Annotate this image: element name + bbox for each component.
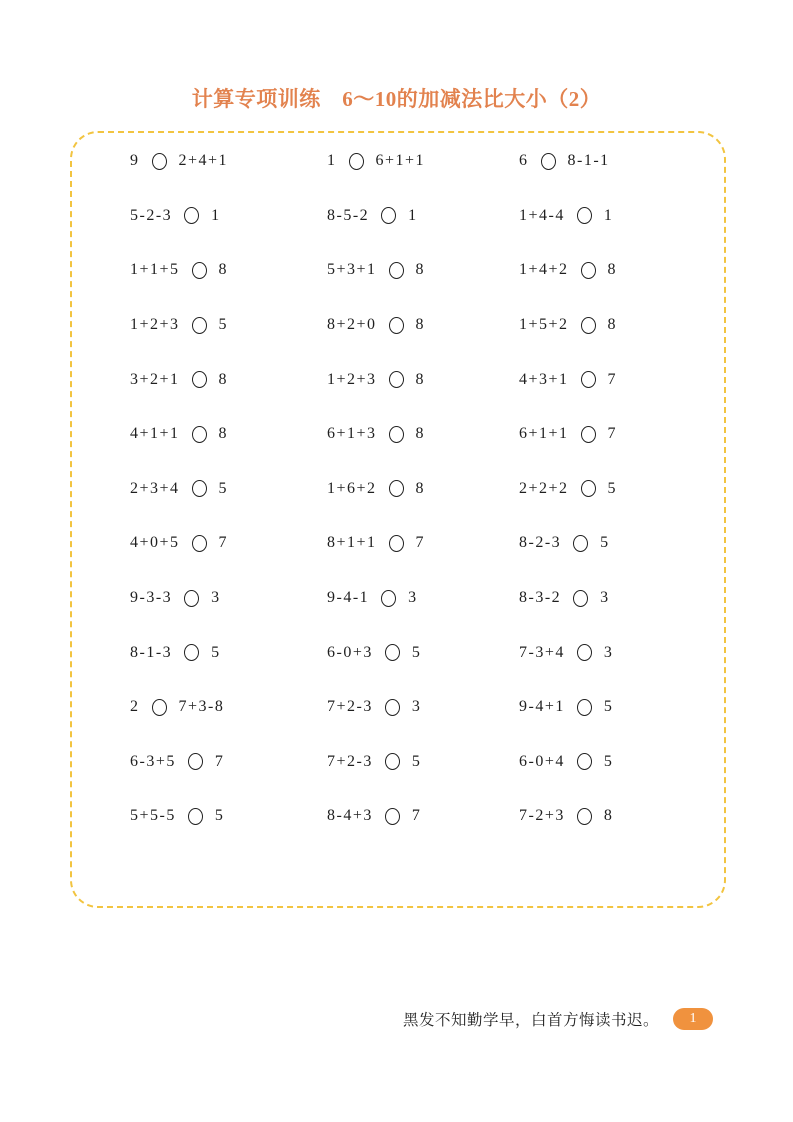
left-expression: 6-0+3 (327, 643, 373, 661)
right-expression: 7 (218, 534, 229, 552)
worksheet-box (70, 131, 726, 908)
left-expression: 6-3+5 (130, 752, 176, 770)
exercise-cell (519, 261, 617, 279)
exercise-cell (519, 425, 617, 443)
exercise-cell (519, 644, 613, 662)
comparison-circle[interactable] (192, 317, 207, 334)
exercise-row (72, 516, 724, 571)
right-expression: 8 (603, 807, 614, 825)
comparison-circle[interactable] (385, 644, 400, 661)
left-expression: 1 (327, 152, 337, 170)
exercise-cell (327, 371, 519, 389)
left-expression: 8-1-3 (130, 643, 173, 661)
right-expression: 7 (214, 752, 225, 770)
exercise-cell (130, 425, 327, 443)
left-expression: 5+3+1 (327, 261, 377, 279)
left-expression: 8-5-2 (327, 206, 370, 224)
exercise-cell (519, 316, 617, 334)
left-expression: 3+2+1 (130, 370, 180, 388)
comparison-circle[interactable] (541, 153, 556, 170)
left-expression: 6+1+3 (327, 425, 377, 443)
right-expression: 5 (214, 807, 225, 825)
comparison-circle[interactable] (581, 480, 596, 497)
right-expression: 7 (607, 370, 618, 388)
right-expression: 5 (600, 534, 610, 552)
exercise-cell (327, 589, 519, 607)
left-expression: 8-3-2 (519, 589, 562, 607)
comparison-circle[interactable] (192, 535, 207, 552)
comparison-circle[interactable] (188, 808, 203, 825)
comparison-circle[interactable] (381, 590, 396, 607)
right-expression: 7 (415, 534, 426, 552)
left-expression: 1+6+2 (327, 479, 377, 497)
right-expression: 5 (411, 752, 422, 770)
left-expression: 9-3-3 (130, 589, 173, 607)
comparison-circle[interactable] (389, 371, 404, 388)
right-expression: 1 (408, 206, 418, 224)
exercise-row (72, 571, 724, 626)
page-number-badge: 1 (673, 1008, 713, 1030)
exercise-cell (130, 698, 327, 716)
right-expression: 5 (603, 698, 614, 716)
left-expression: 9-4+1 (519, 698, 565, 716)
comparison-circle[interactable] (192, 262, 207, 279)
exercise-cell (327, 698, 519, 716)
comparison-circle[interactable] (389, 426, 404, 443)
right-expression: 3 (408, 589, 418, 607)
comparison-circle[interactable] (184, 207, 199, 224)
left-expression: 9 (130, 152, 140, 170)
exercise-cell (130, 316, 327, 334)
comparison-circle[interactable] (573, 590, 588, 607)
right-expression: 8-1-1 (567, 152, 610, 170)
exercise-cell (130, 207, 327, 225)
comparison-circle[interactable] (577, 644, 592, 661)
left-expression: 2 (130, 698, 140, 716)
exercise-row (72, 407, 724, 462)
exercise-cell (130, 534, 327, 552)
left-expression: 8-2-3 (519, 534, 562, 552)
right-expression: 1 (603, 206, 614, 224)
comparison-circle[interactable] (349, 153, 364, 170)
exercise-cell (327, 480, 519, 498)
right-expression: 2+4+1 (178, 152, 229, 170)
left-expression: 1+4+2 (519, 261, 569, 279)
exercise-grid (72, 134, 724, 844)
exercise-row (72, 680, 724, 735)
left-expression: 4+1+1 (130, 425, 180, 443)
left-expression: 6 (519, 152, 529, 170)
left-expression: 1+4-4 (519, 206, 565, 224)
right-expression: 3 (411, 698, 422, 716)
exercise-cell (130, 807, 327, 825)
exercise-cell (327, 644, 519, 662)
exercise-row (72, 189, 724, 244)
right-expression: 8 (218, 370, 229, 388)
exercise-cell (519, 807, 613, 825)
right-expression: 3 (211, 589, 221, 607)
left-expression: 6-0+4 (519, 752, 565, 770)
right-expression: 8 (218, 425, 229, 443)
right-expression: 3 (600, 589, 610, 607)
exercise-cell (327, 207, 519, 225)
exercise-cell (327, 425, 519, 443)
exercise-cell (519, 753, 613, 771)
comparison-circle[interactable] (381, 207, 396, 224)
comparison-circle[interactable] (385, 808, 400, 825)
comparison-circle[interactable] (573, 535, 588, 552)
comparison-circle[interactable] (152, 153, 167, 170)
comparison-circle[interactable] (581, 426, 596, 443)
exercise-cell (130, 261, 327, 279)
comparison-circle[interactable] (389, 480, 404, 497)
comparison-circle[interactable] (577, 699, 592, 716)
right-expression: 8 (415, 479, 426, 497)
comparison-circle[interactable] (577, 207, 592, 224)
comparison-circle[interactable] (577, 753, 592, 770)
right-expression: 8 (218, 261, 229, 279)
left-expression: 9-4-1 (327, 589, 370, 607)
right-expression: 5 (211, 643, 221, 661)
left-expression: 8+1+1 (327, 534, 377, 552)
comparison-circle[interactable] (389, 262, 404, 279)
left-expression: 8-4+3 (327, 807, 373, 825)
exercise-cell (327, 261, 519, 279)
exercise-cell (130, 644, 327, 662)
comparison-circle[interactable] (385, 753, 400, 770)
comparison-circle[interactable] (184, 644, 199, 661)
left-expression: 4+3+1 (519, 370, 569, 388)
exercise-row (72, 789, 724, 844)
exercise-row (72, 462, 724, 517)
exercise-cell (327, 753, 519, 771)
comparison-circle[interactable] (581, 371, 596, 388)
right-expression: 8 (607, 316, 618, 334)
exercise-cell (519, 152, 610, 170)
exercise-row (72, 625, 724, 680)
comparison-circle[interactable] (192, 371, 207, 388)
comparison-circle[interactable] (389, 535, 404, 552)
right-expression: 7+3-8 (178, 698, 225, 716)
right-expression: 8 (415, 316, 426, 334)
exercise-cell (327, 316, 519, 334)
left-expression: 7+2-3 (327, 752, 373, 770)
comparison-circle[interactable] (192, 426, 207, 443)
page-footer (403, 1008, 713, 1030)
exercise-row (72, 735, 724, 790)
left-expression: 7-3+4 (519, 643, 565, 661)
comparison-circle[interactable] (385, 699, 400, 716)
exercise-cell (519, 207, 613, 225)
exercise-cell (130, 589, 327, 607)
page-title: 计算专项训练 6～10的加减法比大小（2） (191, 87, 602, 111)
exercise-cell (130, 152, 327, 170)
left-expression: 1+2+3 (327, 370, 377, 388)
left-expression: 1+1+5 (130, 261, 180, 279)
left-expression: 5-2-3 (130, 206, 173, 224)
right-expression: 7 (411, 807, 422, 825)
comparison-circle[interactable] (188, 753, 203, 770)
exercise-cell (519, 589, 610, 607)
comparison-circle[interactable] (184, 590, 199, 607)
exercise-cell (519, 534, 610, 552)
exercise-row (72, 134, 724, 189)
comparison-circle[interactable] (192, 480, 207, 497)
right-expression: 8 (415, 261, 426, 279)
exercise-cell (327, 534, 519, 552)
right-expression: 5 (411, 643, 422, 661)
left-expression: 1+5+2 (519, 316, 569, 334)
right-expression: 5 (607, 479, 618, 497)
exercise-row (72, 352, 724, 407)
comparison-circle[interactable] (581, 317, 596, 334)
footer-quote: 黑发不知勤学早，白首方悔读书迟。 (402, 1012, 659, 1029)
exercise-row (72, 298, 724, 353)
comparison-circle[interactable] (577, 808, 592, 825)
right-expression: 5 (603, 752, 614, 770)
left-expression: 5+5-5 (130, 807, 176, 825)
exercise-cell (327, 807, 519, 825)
exercise-cell (519, 480, 617, 498)
comparison-circle[interactable] (152, 699, 167, 716)
exercise-cell (130, 480, 327, 498)
exercise-cell (130, 371, 327, 389)
left-expression: 2+2+2 (519, 479, 569, 497)
exercise-row (72, 243, 724, 298)
right-expression: 5 (218, 479, 229, 497)
left-expression: 4+0+5 (130, 534, 180, 552)
comparison-circle[interactable] (389, 317, 404, 334)
exercise-cell (327, 152, 519, 170)
left-expression: 1+2+3 (130, 316, 180, 334)
right-expression: 1 (211, 206, 221, 224)
exercise-cell (130, 753, 327, 771)
right-expression: 3 (603, 643, 614, 661)
left-expression: 7+2-3 (327, 698, 373, 716)
right-expression: 7 (607, 425, 618, 443)
right-expression: 5 (218, 316, 229, 334)
right-expression: 6+1+1 (375, 152, 426, 170)
right-expression: 8 (607, 261, 618, 279)
exercise-cell (519, 698, 613, 716)
left-expression: 2+3+4 (130, 479, 180, 497)
comparison-circle[interactable] (581, 262, 596, 279)
right-expression: 8 (415, 370, 426, 388)
exercise-cell (519, 371, 617, 389)
left-expression: 8+2+0 (327, 316, 377, 334)
left-expression: 6+1+1 (519, 425, 569, 443)
left-expression: 7-2+3 (519, 807, 565, 825)
right-expression: 8 (415, 425, 426, 443)
